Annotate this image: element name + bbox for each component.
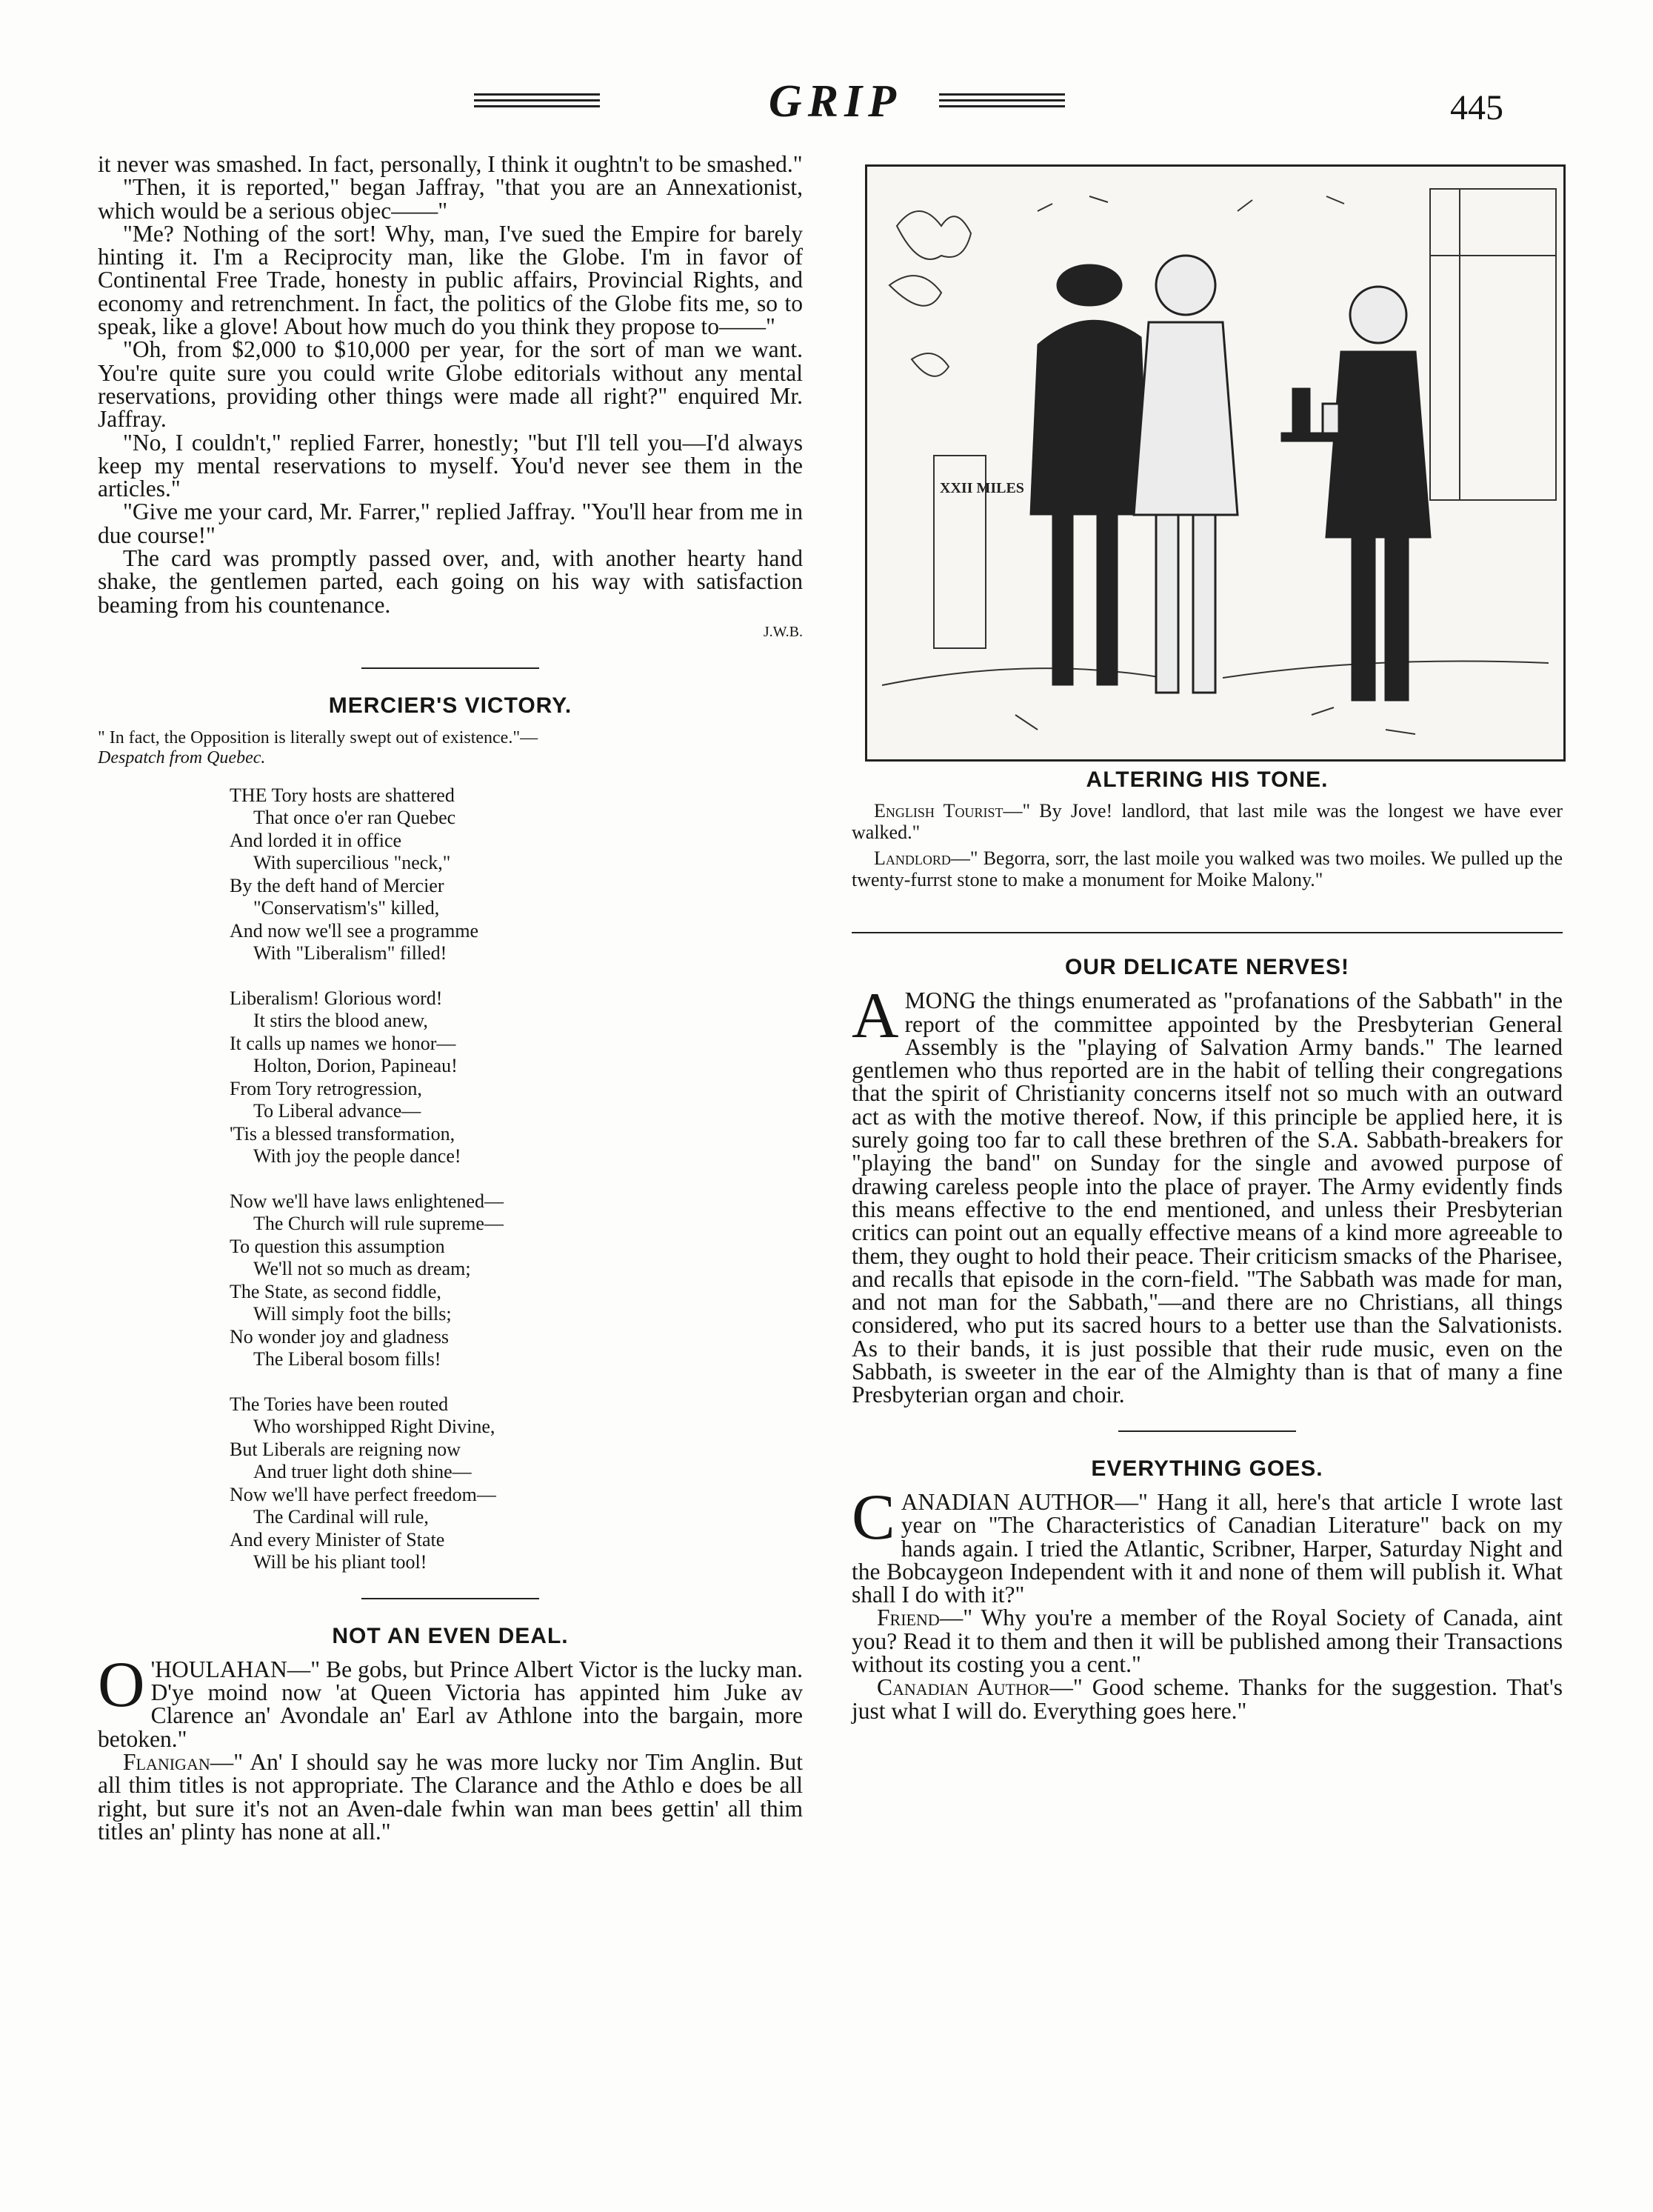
everything-title: EVERYTHING GOES. — [1091, 1456, 1323, 1481]
speech-text: —" Why you're a member of the Royal Society of Canada, aint you? Read it to them and then it will be published among their Transactions without its costing you a cent." — [852, 1605, 1563, 1678]
poem-line: Who worshipped Right Divine, — [253, 1416, 495, 1438]
poem-line: The Church will rule supreme— — [253, 1213, 504, 1235]
article-text: MONG the things enumerated as "profanations of the Sabbath" in the report of the committee appointed by the Presbyterian General Assembly is the "playing of Salvation Army bands." The learned gentlemen who thus reported are in the habit of telling their congregations that the spirit of Christianity concerns itself not so much with an outward act as with the motive thereof. Now, if this principle be applied here, it is surely going too far to call these brethren of the S.A. Sabbath-breakers for "playing the band" on Sunday for the single and avowed purpose of drawing careless people into the place of prayer. The Army evidently finds this means effective to the end mentioned, and unless their Presbyterian critics can point out an equally effective means of a kind more agreeable to them, they ought to hold their peace. Their criticism smacks of the Pharisee, and recalls that episode in the corn-field. "The Sabbath was made for man, and not man for the Sabbath,"—and there are no Christians, all things considered, who put its sacred hours to a better use than the Salvationists. As to their bands, it is just possible that their rude music, even on the Sabbath, is sweeter in the ear of the Almighty than is that of many a fine Presbyterian organ and choir. — [852, 987, 1563, 1408]
poem-line: Holton, Dorion, Papineau! — [253, 1055, 458, 1077]
speaker-name: Flanigan — [123, 1749, 210, 1776]
article-paragraph: "Me? Nothing of the sort! Why, man, I've sued the Empire for barely hinting it. I'm a Reciprocity man, like the Globe. I'm in favor of Continental Free Trade, honesty in public affairs, Provincial Rights, and economy and retrenchment. In fact, the politics of the Globe fits me, so to speak, like a glove! About how much do you think they propose to——" — [98, 220, 803, 340]
article-paragraph: "No, I couldn't," replied Farrer, honestly; "but I'll tell you—I'd always keep my mental reservations to myself. You'd never see them in the articles." — [98, 429, 803, 502]
drop-cap: C — [852, 1481, 895, 1553]
header-left-rule — [474, 93, 600, 111]
masthead: GRIP — [768, 76, 903, 127]
poem-line: By the deft hand of Mercier — [230, 874, 444, 896]
poem-line: With "Liberalism" filled! — [253, 942, 447, 965]
everything-paragraph — [852, 1606, 1563, 1676]
poem-line: To question this assumption — [230, 1235, 445, 1257]
speaker-name: 'HOULAHAN — [150, 1656, 287, 1682]
left-column — [98, 153, 803, 1843]
poem-line: That once o'er ran Quebec — [253, 807, 456, 829]
epigraph-quote: " In fact, the Opposition is literally swept out of existence."— — [98, 727, 538, 747]
everything-paragraph — [852, 1481, 1563, 1608]
article-paragraph: "Give me your card, Mr. Farrer," replied Jaffray. "You'll hear from me in due course!" — [98, 499, 803, 548]
speech-text: —" By Jove! landlord, that last mile was the longest we have ever walked." — [852, 800, 1563, 843]
section-divider — [852, 932, 1563, 933]
poem-line: But Liberals are reigning now — [230, 1438, 461, 1460]
poem-line: 'Tis a blessed transformation, — [230, 1122, 455, 1145]
poem-line: With supercilious "neck," — [253, 852, 451, 874]
poem-line: It calls up names we honor— — [230, 1032, 456, 1054]
article-paragraph: "Oh, from $2,000 to $10,000 per year, for the sort of man we want. You're quite sure you could write Globe editorials without any mental reservations, providing other things were made all right?" enquired Mr. Jaffray. — [98, 336, 803, 433]
poem-line: Liberalism! Glorious word! — [230, 987, 443, 1009]
poem-line: Now we'll have laws enlightened— — [230, 1190, 504, 1212]
poem-line: And truer light doth shine— — [253, 1461, 472, 1483]
poem-line: To Liberal advance— — [253, 1100, 421, 1122]
poem-line: And lorded it in office — [230, 829, 402, 851]
poem-line: No wonder joy and gladness — [230, 1325, 450, 1347]
poem-line: From Tory retrogression, — [230, 1077, 422, 1099]
section-divider — [361, 1598, 539, 1599]
poem-line: Will simply foot the bills; — [253, 1303, 452, 1325]
deal-title: NOT AN EVEN DEAL. — [332, 1623, 569, 1648]
speaker-name: English Tourist — [874, 800, 1004, 822]
poem-line: THE Tory hosts are shattered — [230, 784, 455, 806]
cartoon-illustration — [865, 164, 1566, 762]
cartoon-title: ALTERING HIS TONE. — [1086, 767, 1329, 792]
poem-stanza — [230, 784, 803, 965]
poem-line: With joy the people dance! — [253, 1145, 461, 1167]
cartoon-drawing — [867, 167, 1563, 759]
header-right-rule — [939, 93, 1065, 111]
article-paragraph: "Then, it is reported," began Jaffray, "that you are an Annexationist, which would be a serious objec——" — [98, 174, 803, 224]
speaker-name: Canadian Author — [877, 1674, 1050, 1701]
article-paragraph: The card was promptly passed over, and, with another hearty hand shake, the gentlemen parted, each going on his way with satisfaction beaming from his countenance. — [98, 545, 803, 618]
everything-paragraph — [852, 1676, 1563, 1722]
drop-cap: A — [852, 980, 899, 1053]
speech-text: —" Begorra, sorr, the last moile you walked was two moiles. We pulled up the twenty-furrst stone to make a monument for Moike Malony." — [852, 847, 1563, 890]
poem-stanza — [230, 1393, 803, 1574]
poem-line: The Tories have been routed — [230, 1393, 449, 1415]
deal-paragraph — [98, 1750, 803, 1843]
poem-stanza — [230, 987, 803, 1168]
speech-text: —" Hang it all, here's that article I wrote last year on "The Characteristics of Canadian Literature" back on my hands again. I tried the Atlantic, Scribner, Harper, Saturday Night and the Bobcaygeon Independent with it and none of them will publish it. What shall I do with it?" — [852, 1488, 1563, 1608]
poem-line: It stirs the blood anew, — [253, 1010, 428, 1032]
article-paragraph: it never was smashed. In fact, personally, I think it oughtn't to be smashed." — [98, 151, 803, 177]
section-divider — [361, 667, 539, 669]
milestone-label: XXII MILES — [940, 480, 1024, 496]
poem-line: The Cardinal will rule, — [253, 1506, 429, 1528]
deal-paragraph — [98, 1648, 803, 1752]
speech-text: —" Be gobs, but Prince Albert Victor is the lucky man. D'ye moind now 'at Queen Victoria has appinted him Juke av Clarence an' Avondale an' Earl av Athlone into the bargain, more betoken." — [98, 1656, 803, 1752]
caption-paragraph — [852, 847, 1563, 890]
nerves-title: OUR DELICATE NERVES! — [1065, 955, 1349, 979]
page-header — [0, 71, 1653, 138]
poem-line: And every Minister of State — [230, 1528, 445, 1550]
poem-line: Will be his pliant tool! — [253, 1551, 427, 1573]
mercier-epigraph — [98, 728, 803, 768]
speaker-name: Friend — [877, 1605, 940, 1631]
poem-line: We'll not so much as dream; — [253, 1258, 471, 1280]
poem-line: The State, as second fiddle, — [230, 1280, 441, 1302]
nerves-paragraph — [852, 980, 1563, 1408]
page-number: 445 — [1450, 88, 1503, 127]
speech-text: —" An' I should say he was more lucky nor Tim Anglin. But all thim titles is not appropriate. The Clarance and the Athlo e does be all right, but sure it's not an Aven-dale fwhin wan man bees gettin' all thim titles an' plinty has none at all." — [98, 1749, 803, 1845]
author-signature: J.W.B. — [763, 623, 803, 640]
illustration-caption — [852, 767, 1563, 890]
poem-line: And now we'll see a programme — [230, 919, 479, 942]
poem-line: The Liberal bosom fills! — [253, 1348, 441, 1370]
speech-text: —" Good scheme. Thanks for the suggestion. That's just what I will do. Everything goes here." — [852, 1674, 1563, 1724]
speaker-name: Landlord — [874, 847, 951, 869]
speaker-name: ANADIAN AUTHOR — [901, 1488, 1115, 1515]
poem-line: Now we'll have perfect freedom— — [230, 1483, 496, 1505]
caption-paragraph — [852, 800, 1563, 843]
section-divider — [1118, 1430, 1296, 1432]
poem-line: "Conservatism's" killed, — [253, 897, 440, 919]
mercier-title: MERCIER'S VICTORY. — [328, 693, 572, 719]
mercier-poem — [230, 784, 803, 1574]
poem-stanza — [230, 1190, 803, 1371]
epigraph-source: Despatch from Quebec. — [98, 747, 266, 767]
drop-cap: O — [98, 1648, 145, 1721]
right-column — [852, 932, 1563, 1722]
